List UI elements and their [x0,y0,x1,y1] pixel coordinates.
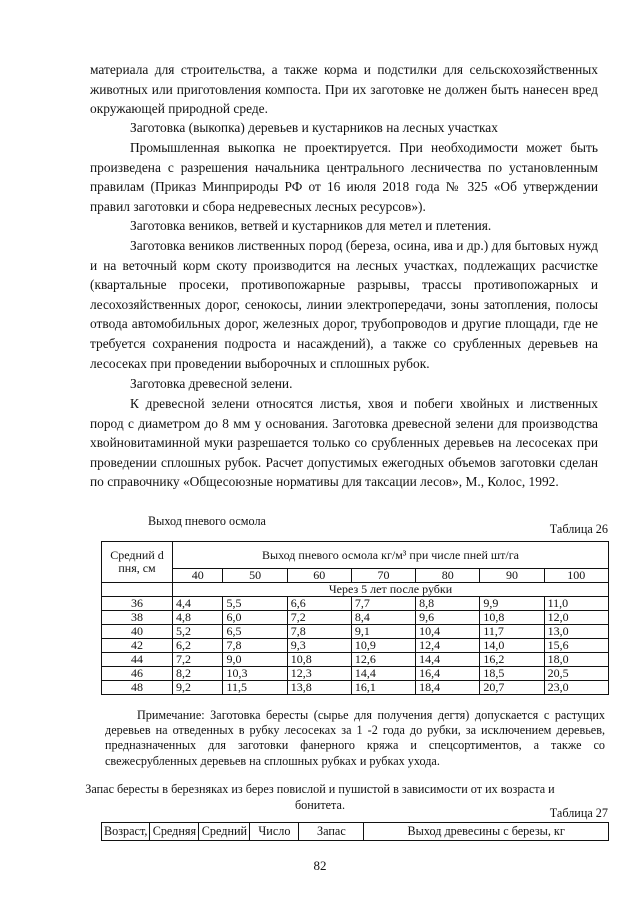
value-cell: 11,5 [223,681,287,695]
value-cell: 9,1 [351,625,415,639]
value-cell: 16,2 [480,653,544,667]
value-cell: 10,8 [287,653,351,667]
value-cell: 9,6 [416,611,480,625]
group-header: Выход пневого осмола кг/м³ при числе пней шт/га [173,542,609,569]
value-cell: 10,3 [223,667,287,681]
note-paragraph: Примечание: Заготовка бересты (сырье для получения дегтя) допускается с растущих деревьев на отведенных в рубку лесосеках за 1 -2 года до рубки, за исключением деревьев, предназначенных для заготовки фанерного кряжа и спецсортиментов, а также со свежесрубленных деревьев на сплошных рубках и рубках ухода. [105,708,605,768]
paragraph-brooms: Заготовка веников лиственных пород (береза, осина, ива и др.) для бытовых нужд и на веточный корм скоту производится на лесных участках, подлежащих расчистке (квартальные просеки, противопожарные разрывы, трассы противопожарных и лесохозяйственных дорог, сенокосы, линии электропередачи, зоны затопления, полосы отвода автомобильных дорог, железных дорог, трубопроводов и другие площади, где не требуется сохранения подроста и насаждений), а также со срубленных деревьев на лесосеках при проведении выборочных и сплошных рубок. [90,238,598,371]
header-age: Возраст, [102,823,150,841]
value-cell: 11,7 [480,625,544,639]
table-row [102,611,609,625]
subheader-cell: Через 5 лет после рубки [173,583,609,597]
table-row [102,681,609,695]
value-cell: 7,7 [351,597,415,611]
value-cell: 14,4 [351,667,415,681]
value-cell: 14,0 [480,639,544,653]
value-cell: 8,8 [416,597,480,611]
value-cell: 9,9 [480,597,544,611]
header-count: Число [250,823,299,841]
value-cell: 6,5 [223,625,287,639]
table26-title: Выход пневого осмола [148,514,266,528]
blank-cell [102,583,173,597]
table27-title [0,781,640,813]
heading-digging: Заготовка (выкопка) деревьев и кустарников на лесных участках [130,120,498,135]
value-cell: 9,3 [287,639,351,653]
diameter-cell: 36 [102,597,173,611]
table-row [102,625,609,639]
value-cell: 15,6 [544,639,608,653]
value-cell: 14,4 [416,653,480,667]
table-26 [101,541,609,695]
paragraph-greenery: К древесной зелени относятся листья, хвоя и побеги хвойных и лиственных пород с диаметром до 8 мм у основания. Заготовка древесной зелени для производства хвойновитаминной муки разрешается только со срубленных деревьев на лесосеках при проведении сплошных рубок. Расчет допустимых ежегодных объемов заготовки сделан по справочнику «Общесоюзные нормативы для таксации лесов», М., Колос, 1992. [90,396,598,490]
table-row [102,653,609,667]
header-mean: Средняя [150,823,199,841]
value-cell: 18,4 [416,681,480,695]
value-cell: 7,2 [173,653,223,667]
value-cell: 13,8 [287,681,351,695]
table27-title-text: Запас бересты в березняках из берез повислой и пушистой в зависимости от их возраста и бонитета. [85,782,555,812]
table26-label: Таблица 26 [549,522,608,536]
value-cell: 6,0 [223,611,287,625]
value-cell: 20,7 [480,681,544,695]
value-cell: 18,0 [544,653,608,667]
table-row [102,597,609,611]
table27-header-row [102,823,609,841]
value-cell: 23,0 [544,681,608,695]
count-cell: 100 [544,569,608,583]
value-cell: 5,5 [223,597,287,611]
count-cell: 60 [287,569,351,583]
header-stock: Запас [299,823,364,841]
value-cell: 13,0 [544,625,608,639]
value-cell: 10,4 [416,625,480,639]
col-header-diameter: Средний d пня, см [102,542,173,583]
value-cell: 5,2 [173,625,223,639]
count-cell: 90 [480,569,544,583]
value-cell: 12,4 [416,639,480,653]
value-cell: 8,4 [351,611,415,625]
value-cell: 16,4 [416,667,480,681]
value-cell: 18,5 [480,667,544,681]
heading-greenery: Заготовка древесной зелени. [130,376,293,391]
value-cell: 11,0 [544,597,608,611]
value-cell: 4,8 [173,611,223,625]
value-cell: 16,1 [351,681,415,695]
value-cell: 6,2 [173,639,223,653]
value-cell: 6,6 [287,597,351,611]
value-cell: 10,9 [351,639,415,653]
subheader-row [102,583,609,597]
paragraph-intro: материала для строительства, а также корма и подстилки для сельскохозяйственных животных или приготовления компоста. При их заготовке не должен быть нанесен вред окружающей природной среде. [90,62,598,117]
value-cell: 12,6 [351,653,415,667]
value-cell: 7,8 [287,625,351,639]
page-number: 82 [313,858,327,873]
diameter-cell: 38 [102,611,173,625]
paragraph-digging: Промышленная выкопка не проектируется. При необходимости может быть произведена с разрешения начальника центрального лесничества по установленным правилам (Приказ Минприроды РФ от 16 июля 2018 года № 325 «Об утверждении правил заготовки и сбора недревесных лесных ресурсов»). [90,140,598,214]
diameter-cell: 48 [102,681,173,695]
value-cell: 12,0 [544,611,608,625]
value-cell: 8,2 [173,667,223,681]
value-cell: 7,8 [223,639,287,653]
table-row [102,667,609,681]
header-average: Средний [199,823,250,841]
table26-body [102,597,609,695]
header-output: Выход древесины с березы, кг [364,823,609,841]
value-cell: 4,4 [173,597,223,611]
diameter-cell: 40 [102,625,173,639]
table27-label: Таблица 27 [549,806,608,820]
value-cell: 9,0 [223,653,287,667]
table-header-row [102,542,609,569]
heading-brooms: Заготовка веников, ветвей и кустарников для метел и плетения. [130,218,492,233]
count-cell: 40 [173,569,223,583]
table-27 [101,822,609,841]
value-cell: 7,2 [287,611,351,625]
value-cell: 20,5 [544,667,608,681]
count-cell: 70 [351,569,415,583]
diameter-cell: 42 [102,639,173,653]
value-cell: 9,2 [173,681,223,695]
count-cell: 80 [416,569,480,583]
count-cell: 50 [223,569,287,583]
diameter-cell: 44 [102,653,173,667]
table-row [102,639,609,653]
diameter-cell: 46 [102,667,173,681]
counts-row [102,569,609,583]
value-cell: 10,8 [480,611,544,625]
value-cell: 12,3 [287,667,351,681]
